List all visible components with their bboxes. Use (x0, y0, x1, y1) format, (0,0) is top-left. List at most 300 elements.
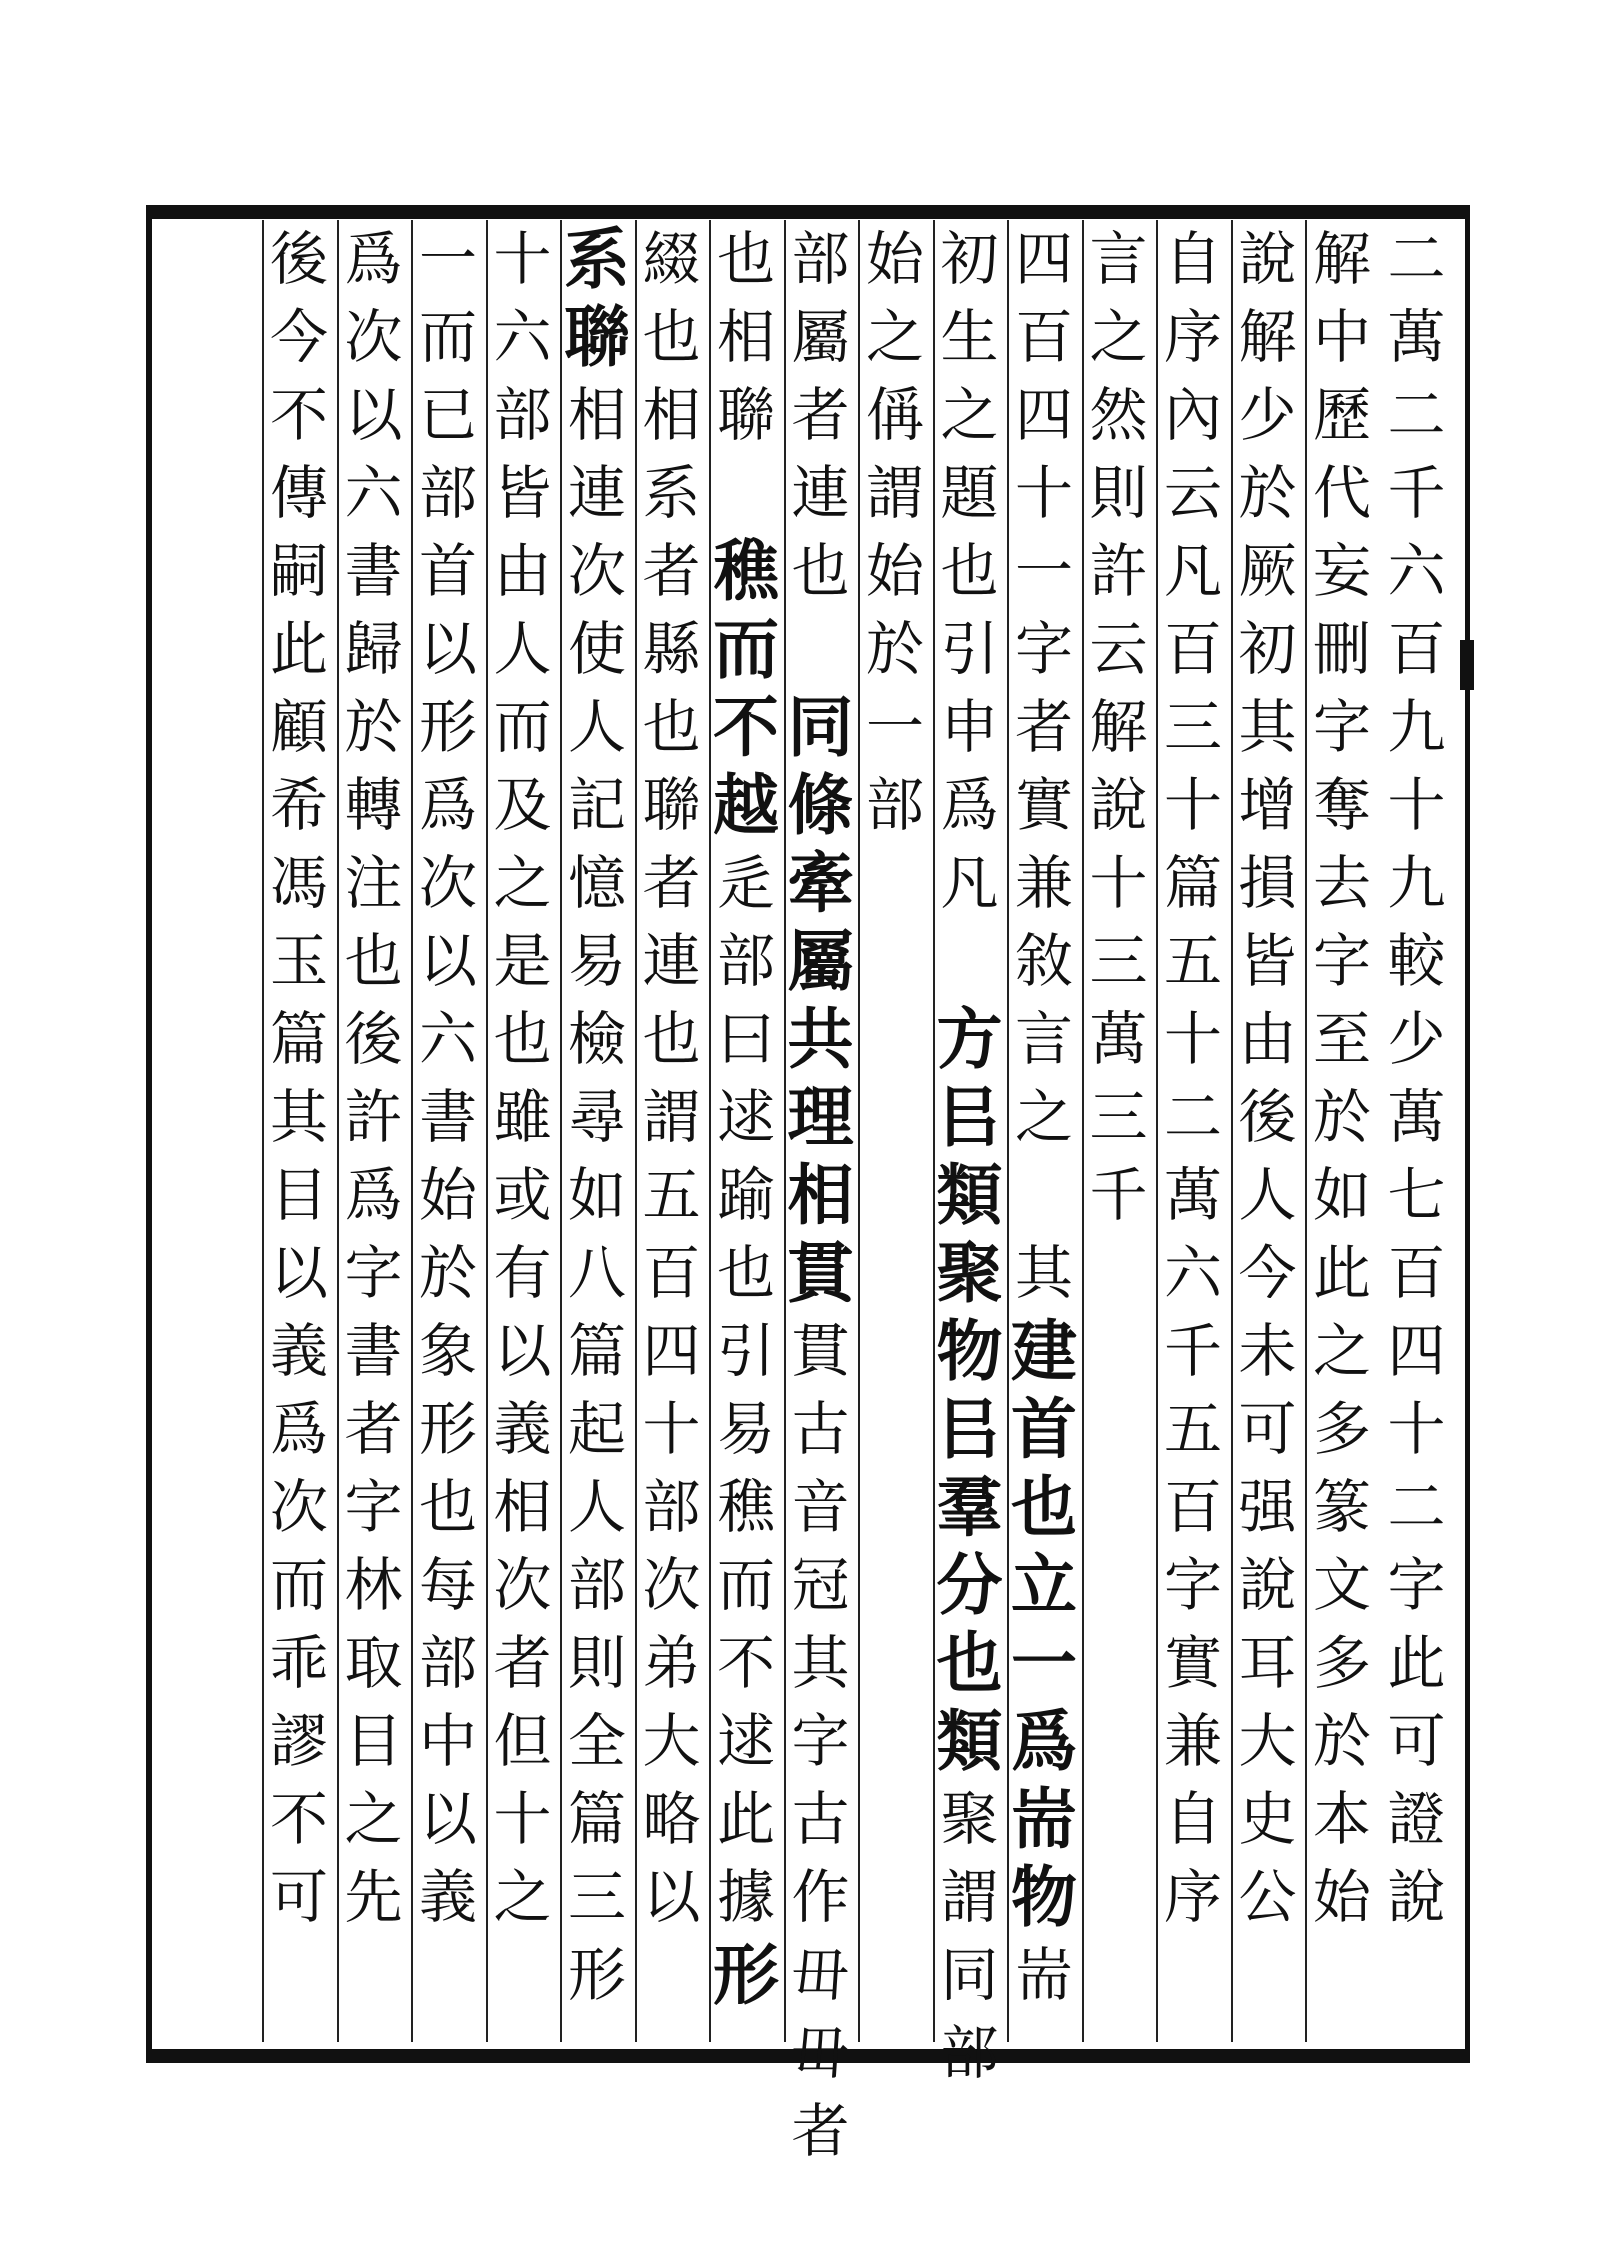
glyph: 言 (1089, 225, 1148, 293)
glyph: 百 (1387, 615, 1446, 683)
glyph: 部 (418, 1629, 477, 1697)
glyph: 歷 (1312, 381, 1371, 449)
glyph: 全 (567, 1707, 626, 1775)
glyph: 乖 (269, 1629, 328, 1697)
glyph: 其 (791, 1629, 850, 1697)
glyph: 立 (1011, 1546, 1077, 1624)
glyph: 者 (642, 537, 701, 605)
glyph: 四 (1387, 1317, 1446, 1385)
glyph: 言 (1014, 1005, 1073, 1073)
glyph: 希 (269, 771, 328, 839)
glyph: 千 (1163, 1317, 1222, 1385)
glyph: 中 (1312, 303, 1371, 371)
glyph: 六 (418, 1005, 477, 1073)
text-column (562, 220, 632, 2014)
glyph: 損 (1238, 849, 1297, 917)
glyph: 也 (791, 537, 850, 605)
glyph: 不 (269, 381, 328, 449)
glyph: 內 (1163, 381, 1222, 449)
glyph: 代 (1312, 459, 1371, 527)
glyph: 音 (791, 1473, 850, 1541)
text-column (1009, 220, 1079, 2014)
glyph: 義 (269, 1317, 328, 1385)
glyph: 解 (1089, 693, 1148, 761)
glyph: 許 (344, 1083, 403, 1151)
glyph: 者 (493, 1629, 552, 1697)
glyph: 一 (1011, 1624, 1077, 1702)
glyph: 目 (344, 1707, 403, 1775)
glyph: 傳 (269, 459, 328, 527)
glyph: 十 (1163, 771, 1222, 839)
glyph: 由 (493, 537, 552, 605)
glyph: 引 (716, 1317, 775, 1385)
glyph: 雖 (493, 1083, 552, 1151)
glyph: 貫 (791, 1317, 850, 1385)
glyph: 逑 (716, 1083, 775, 1151)
glyph: 古 (791, 1395, 850, 1463)
glyph: 部 (791, 225, 850, 293)
glyph: 先 (344, 1863, 403, 1931)
glyph: 物 (1011, 1858, 1077, 1936)
glyph: 於 (865, 615, 924, 683)
glyph: 厥 (1238, 537, 1297, 605)
glyph: 古 (791, 1785, 850, 1853)
glyph: 爲 (269, 1395, 328, 1463)
glyph: 多 (1312, 1395, 1371, 1463)
glyph: 使 (567, 615, 626, 683)
glyph: 此 (269, 615, 328, 683)
glyph: 耑 (1014, 1941, 1073, 2009)
glyph: 牽 (787, 844, 854, 922)
glyph: 相 (716, 303, 775, 371)
glyph: 字 (344, 1239, 403, 1307)
glyph: 記 (567, 771, 626, 839)
glyph: 次 (269, 1473, 328, 1541)
glyph: 少 (1387, 1005, 1446, 1073)
glyph: 馮 (269, 849, 328, 917)
glyph: 也 (716, 1239, 775, 1307)
glyph: 人 (567, 1473, 626, 1541)
glyph: 史 (1238, 1785, 1297, 1853)
glyph: 於 (418, 1239, 477, 1307)
glyph: 貫 (787, 1234, 854, 1312)
glyph: 序 (1163, 303, 1222, 371)
glyph: 首 (418, 537, 477, 605)
glyph: 兼 (1163, 1707, 1222, 1775)
glyph: 皆 (1238, 927, 1297, 995)
glyph: 如 (1312, 1161, 1371, 1229)
glyph: 辵 (716, 849, 775, 917)
glyph: 云 (1163, 459, 1222, 527)
glyph: 義 (493, 1395, 552, 1463)
glyph: 凡 (1163, 537, 1222, 605)
glyph: 今 (269, 303, 328, 371)
glyph: 始 (865, 225, 924, 293)
text-column (637, 220, 707, 1936)
glyph: 大 (642, 1707, 701, 1775)
glyph: 人 (1238, 1161, 1297, 1229)
glyph: 義 (418, 1863, 477, 1931)
glyph: 也 (642, 693, 701, 761)
glyph: 次 (493, 1551, 552, 1619)
text-column (711, 220, 781, 2014)
glyph: 六 (1163, 1239, 1222, 1307)
glyph: 三 (567, 1863, 626, 1931)
glyph: 公 (1238, 1863, 1297, 1931)
glyph: 形 (567, 1941, 626, 2009)
glyph: 不 (716, 1629, 775, 1697)
glyph: 人 (493, 615, 552, 683)
glyph: 大 (1238, 1707, 1297, 1775)
glyph: 以 (269, 1239, 328, 1307)
glyph: 九 (1387, 693, 1446, 761)
glyph: 篇 (567, 1317, 626, 1385)
glyph: 六 (344, 459, 403, 527)
glyph: 而 (493, 693, 552, 761)
glyph: 十 (493, 225, 552, 293)
glyph: 綴 (642, 225, 701, 293)
glyph: 萬 (1387, 303, 1446, 371)
glyph: 耳 (1238, 1629, 1297, 1697)
glyph: 或 (493, 1161, 552, 1229)
glyph: 穛 (716, 1473, 775, 1541)
text-column (339, 220, 409, 1936)
glyph: 字 (1163, 1551, 1222, 1619)
glyph: 羣 (936, 1468, 1003, 1546)
glyph: 此 (716, 1785, 775, 1853)
glyph: 也 (642, 1005, 701, 1073)
text-column (1382, 220, 1452, 1936)
glyph: 也 (936, 1624, 1003, 1702)
glyph (786, 610, 856, 688)
glyph: 是 (493, 927, 552, 995)
glyph: 始 (1312, 1863, 1371, 1931)
glyph: 耑 (1011, 1780, 1077, 1858)
glyph: 百 (1163, 1473, 1222, 1541)
glyph: 之 (1014, 1083, 1073, 1151)
glyph: 六 (493, 303, 552, 371)
glyph: 說 (1238, 1551, 1297, 1619)
glyph: 謂 (642, 1083, 701, 1151)
glyph: 同 (787, 688, 854, 766)
glyph: 去 (1312, 849, 1371, 917)
glyph: 理 (787, 1078, 854, 1156)
text-column (413, 220, 483, 1936)
glyph: 略 (642, 1785, 701, 1853)
glyph: 一 (1014, 537, 1073, 605)
glyph: 自 (1163, 1785, 1222, 1853)
glyph: 也 (493, 1005, 552, 1073)
glyph: 字 (1312, 693, 1371, 761)
glyph: 字 (1387, 1551, 1446, 1619)
glyph: 然 (1089, 381, 1148, 449)
glyph (1009, 1156, 1079, 1234)
glyph: 生 (940, 303, 999, 371)
text-column (1084, 220, 1154, 1234)
glyph: 形 (713, 1936, 779, 2014)
glyph: 本 (1312, 1785, 1371, 1853)
glyph: 部 (716, 927, 775, 995)
glyph: 少 (1238, 381, 1297, 449)
glyph: 也 (716, 225, 775, 293)
glyph: 未 (1238, 1317, 1297, 1385)
text-column (935, 220, 1005, 2092)
glyph: 已 (418, 381, 477, 449)
text-column (786, 220, 856, 2170)
glyph: 於 (344, 693, 403, 761)
glyph: 至 (1312, 1005, 1371, 1073)
glyph: 謂 (865, 459, 924, 527)
glyph: 形 (418, 693, 477, 761)
glyph: 之 (1312, 1317, 1371, 1385)
glyph: 方 (936, 1000, 1003, 1078)
glyph: 於 (1312, 1707, 1371, 1775)
glyph: 則 (1089, 459, 1148, 527)
glyph: 初 (1238, 615, 1297, 683)
glyph: 及 (493, 771, 552, 839)
glyph: 增 (1238, 771, 1297, 839)
glyph: 越 (713, 766, 779, 844)
glyph: 證 (1387, 1785, 1446, 1853)
glyph: 者 (344, 1395, 403, 1463)
glyph: 憶 (567, 849, 626, 917)
glyph: 十 (642, 1395, 701, 1463)
glyph: 謬 (269, 1707, 328, 1775)
glyph: 百 (1387, 1239, 1446, 1307)
glyph: 弟 (642, 1629, 701, 1697)
glyph: 百 (1163, 615, 1222, 683)
glyph: 踰 (716, 1161, 775, 1229)
glyph: 分 (936, 1546, 1003, 1624)
glyph: 部 (865, 771, 924, 839)
glyph: 十 (1387, 1395, 1446, 1463)
glyph: 相 (642, 381, 701, 449)
glyph: 則 (567, 1629, 626, 1697)
glyph: 歸 (344, 615, 403, 683)
glyph: 共 (787, 1000, 854, 1078)
glyph: 十 (493, 1785, 552, 1853)
glyph: 不 (713, 688, 779, 766)
glyph: 易 (716, 1395, 775, 1463)
glyph: 云 (1089, 615, 1148, 683)
glyph: 檢 (567, 1005, 626, 1073)
glyph: 以 (418, 615, 477, 683)
text-column (264, 220, 334, 1936)
glyph: 偁 (865, 381, 924, 449)
glyph: 解 (1312, 225, 1371, 293)
glyph: 以 (493, 1317, 552, 1385)
text-column (1307, 220, 1377, 1936)
glyph: 也 (1011, 1468, 1077, 1546)
glyph: 作 (791, 1863, 850, 1931)
glyph: 三 (1089, 1083, 1148, 1151)
glyph: 屬 (791, 303, 850, 371)
glyph: 象 (418, 1317, 477, 1385)
glyph: 萬 (1163, 1161, 1222, 1229)
glyph: 一 (418, 225, 477, 293)
glyph: 部 (567, 1551, 626, 1619)
glyph: 㠯 (936, 1078, 1003, 1156)
glyph: 次 (418, 849, 477, 917)
glyph: 後 (269, 225, 328, 293)
glyph: 者 (642, 849, 701, 917)
glyph: 尋 (567, 1083, 626, 1151)
glyph: 文 (1312, 1551, 1371, 1619)
glyph: 三 (1089, 927, 1148, 995)
glyph: 曰 (716, 1005, 775, 1073)
glyph: 而 (713, 610, 779, 688)
glyph: 十 (1163, 1005, 1222, 1073)
glyph: 之 (940, 381, 999, 449)
glyph: 屬 (787, 922, 854, 1000)
glyph: 兼 (1014, 849, 1073, 917)
glyph: 二 (1387, 1473, 1446, 1541)
glyph: 人 (567, 693, 626, 761)
glyph: 百 (642, 1239, 701, 1307)
glyph: 奪 (1312, 771, 1371, 839)
glyph: 解 (1238, 303, 1297, 371)
glyph: 類 (936, 1156, 1003, 1234)
glyph: 三 (1163, 693, 1222, 761)
glyph (935, 922, 1005, 1000)
glyph: 五 (642, 1161, 701, 1229)
glyph: 八 (567, 1239, 626, 1307)
glyph: 許 (1089, 537, 1148, 605)
glyph: 玉 (269, 927, 328, 995)
glyph: 而 (269, 1551, 328, 1619)
glyph: 四 (1014, 225, 1073, 293)
glyph: 顧 (269, 693, 328, 761)
glyph: 十 (1014, 459, 1073, 527)
glyph: 多 (1312, 1629, 1371, 1697)
glyph: 始 (865, 537, 924, 605)
glyph: 百 (1014, 303, 1073, 371)
glyph: 每 (418, 1551, 477, 1619)
glyph: 首 (1011, 1390, 1077, 1468)
glyph: 毌 (791, 2019, 850, 2087)
glyph: 起 (567, 1395, 626, 1463)
glyph: 謂 (940, 1863, 999, 1931)
glyph: 以 (642, 1863, 701, 1931)
glyph: 爲 (1011, 1702, 1077, 1780)
glyph: 林 (344, 1551, 403, 1619)
glyph: 序 (1163, 1863, 1222, 1931)
glyph: 說 (1387, 1863, 1446, 1931)
glyph: 聯 (642, 771, 701, 839)
text-column (1233, 220, 1303, 1936)
glyph: 以 (418, 1785, 477, 1853)
glyph: 次 (642, 1551, 701, 1619)
glyph: 自 (1163, 225, 1222, 293)
glyph: 據 (716, 1863, 775, 1931)
glyph: 申 (940, 693, 999, 761)
glyph: 而 (716, 1551, 775, 1619)
glyph: 後 (1238, 1083, 1297, 1151)
text-column (488, 220, 558, 1936)
glyph: 萬 (1089, 1005, 1148, 1073)
glyph: 千 (1089, 1161, 1148, 1229)
glyph: 者 (791, 381, 850, 449)
glyph: 可 (1387, 1707, 1446, 1775)
glyph: 有 (493, 1239, 552, 1307)
glyph: 以 (418, 927, 477, 995)
glyph: 二 (1163, 1083, 1222, 1151)
glyph: 相 (567, 381, 626, 449)
glyph: 而 (418, 303, 477, 371)
glyph: 者 (791, 2097, 850, 2165)
glyph: 字 (1312, 927, 1371, 995)
margin-tab-mark (1460, 640, 1474, 690)
glyph: 可 (1238, 1395, 1297, 1463)
glyph: 取 (344, 1629, 403, 1697)
glyph: 千 (1387, 459, 1446, 527)
glyph: 建 (1011, 1312, 1077, 1390)
glyph: 中 (418, 1707, 477, 1775)
glyph: 七 (1387, 1161, 1446, 1229)
glyph: 此 (1387, 1629, 1446, 1697)
glyph: 但 (493, 1707, 552, 1775)
glyph: 形 (418, 1395, 477, 1463)
glyph: 系 (642, 459, 701, 527)
glyph: 十 (1089, 849, 1148, 917)
glyph: 系 (564, 220, 630, 298)
glyph: 爲 (344, 225, 403, 293)
glyph: 字 (1014, 615, 1073, 683)
glyph: 六 (1387, 537, 1446, 605)
glyph: 題 (940, 459, 999, 527)
glyph: 其 (269, 1083, 328, 1151)
glyph: 轉 (344, 771, 403, 839)
glyph: 於 (1312, 1083, 1371, 1151)
glyph: 較 (1387, 927, 1446, 995)
glyph: 說 (1089, 771, 1148, 839)
glyph: 毌 (791, 1941, 850, 2009)
glyph: 連 (642, 927, 701, 995)
glyph: 也 (344, 927, 403, 995)
glyph: 穛 (713, 532, 779, 610)
glyph: 字 (344, 1473, 403, 1541)
glyph: 篇 (269, 1005, 328, 1073)
glyph: 今 (1238, 1239, 1297, 1307)
glyph: 萬 (1387, 1083, 1446, 1151)
glyph: 也 (642, 303, 701, 371)
glyph: 書 (344, 1317, 403, 1385)
glyph: 皆 (493, 459, 552, 527)
glyph: 之 (493, 1863, 552, 1931)
glyph: 由 (1238, 1005, 1297, 1073)
glyph: 逑 (716, 1707, 775, 1775)
glyph: 其 (1238, 693, 1297, 761)
glyph: 敘 (1014, 927, 1073, 995)
glyph: 九 (1387, 849, 1446, 917)
glyph: 實 (1163, 1629, 1222, 1697)
glyph: 冠 (791, 1551, 850, 1619)
glyph: 縣 (642, 615, 701, 683)
glyph: 也 (418, 1473, 477, 1541)
glyph: 相 (787, 1156, 854, 1234)
glyph: 十 (1387, 771, 1446, 839)
glyph: 物 (936, 1312, 1003, 1390)
glyph: 同 (940, 1941, 999, 2009)
glyph: 强 (1238, 1473, 1297, 1541)
glyph: 四 (642, 1317, 701, 1385)
glyph: 相 (493, 1473, 552, 1541)
glyph: 連 (567, 459, 626, 527)
glyph: 四 (1014, 381, 1073, 449)
glyph (711, 454, 781, 532)
glyph: 字 (791, 1707, 850, 1775)
glyph: 其 (1014, 1239, 1073, 1307)
